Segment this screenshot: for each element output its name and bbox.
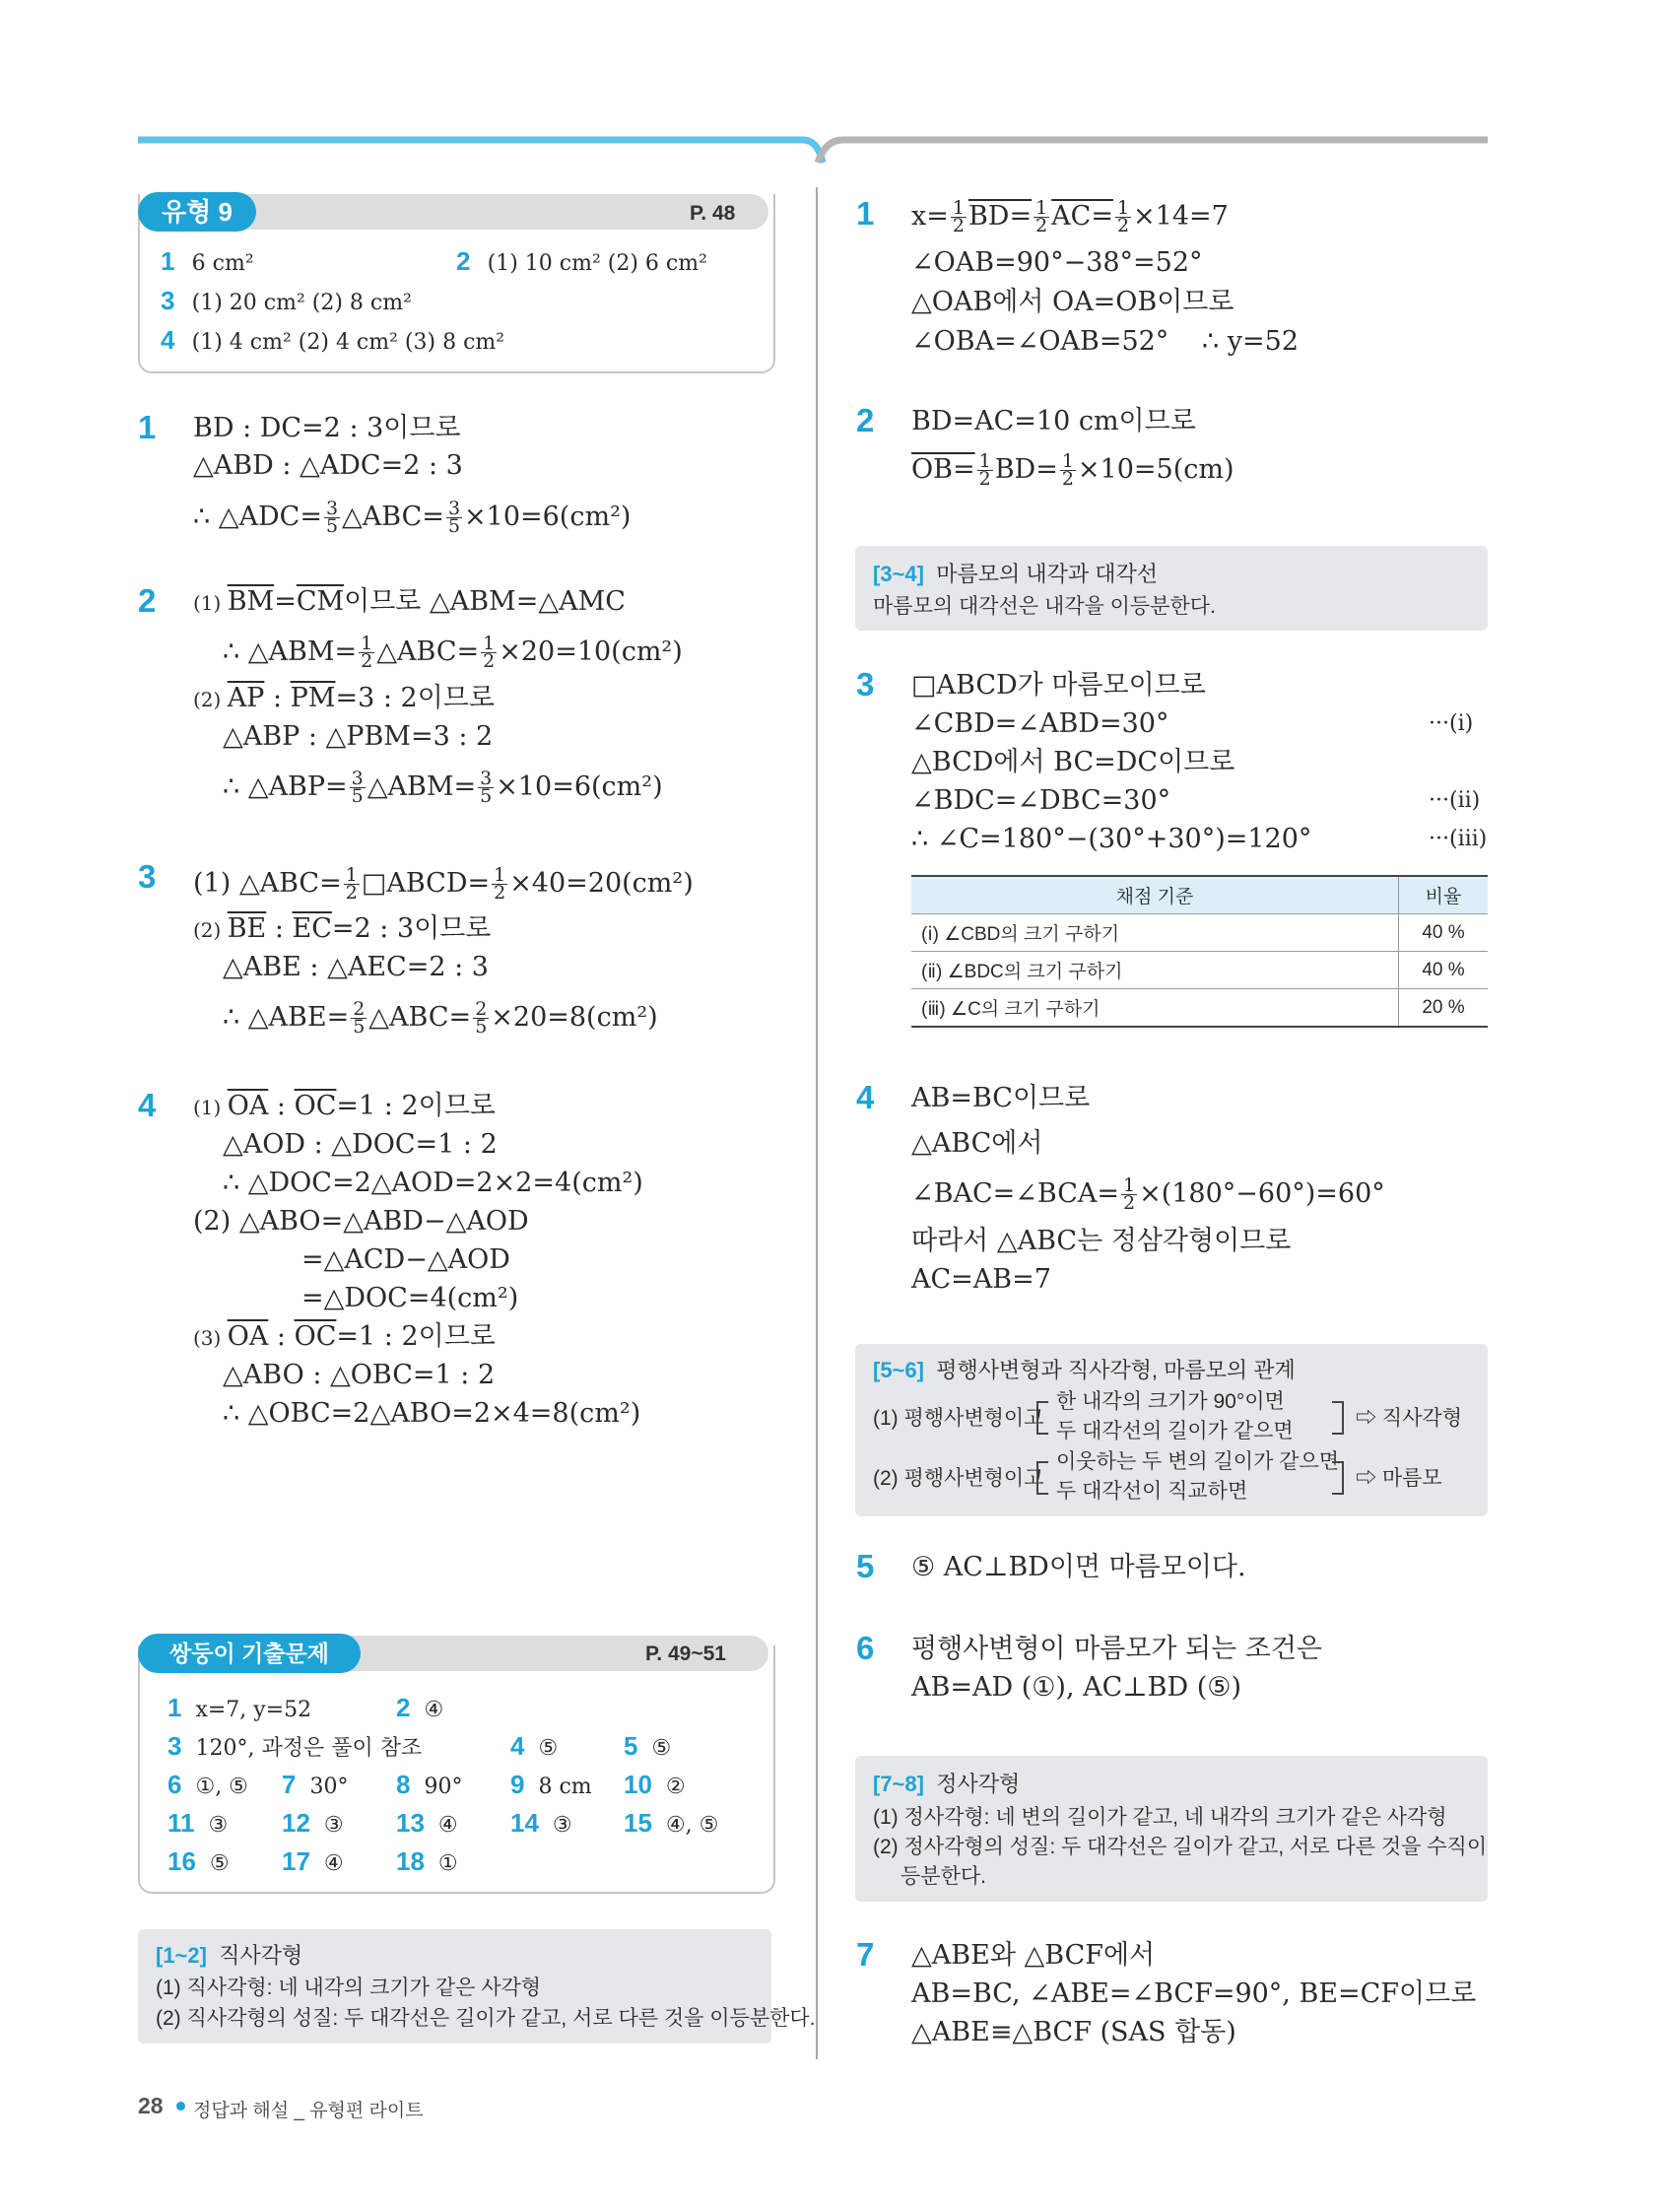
twin-answer: 3 120°, 과정은 풀이 참조	[167, 1731, 423, 1761]
solution-line: △ABE와 △BCF에서	[911, 1940, 1156, 1971]
problem-number: 4	[138, 1087, 157, 1123]
answer-number: 3	[161, 286, 175, 315]
twin-answer: 7 30°	[282, 1770, 349, 1799]
answer-value: (1) 4 cm² (2) 4 cm² (3) 8 cm²	[191, 330, 505, 355]
solution-line: △ABP : △PBM=3 : 2	[223, 721, 494, 752]
solution-line: ∠BDC=∠DBC=30°	[911, 785, 1171, 816]
bracket	[1332, 1401, 1344, 1435]
answer-value: (1) 20 cm² (2) 8 cm²	[191, 291, 412, 315]
twin-answer: 9 8 cm	[510, 1770, 592, 1799]
answer-value: (1) 10 cm² (2) 6 cm²	[487, 251, 707, 276]
table-row: (ⅱ) ∠BDC의 크기 구하기 40 %	[911, 952, 1488, 989]
solution-line: AB=BC이므로	[911, 1083, 1091, 1113]
problem-number: 3	[138, 858, 157, 895]
twin-answer: 2 ④	[396, 1693, 444, 1722]
solution-line: ∴ △ABM= $\frac{1}{2}$ △ABC= $\frac{1}{2}$ ×20=10(cm²)	[223, 633, 683, 672]
solution-line: AB=AD (①), AC⊥BD (⑤)	[911, 1672, 1242, 1703]
concept-text: 이웃하는 두 변의 길이가 같으면	[1056, 1450, 1340, 1473]
solution-line: (3) $\overline{OA}$ : $\overline{OC}=1$ : 2이므로	[193, 1321, 496, 1352]
twin-answer: 1 x=7, y=52	[167, 1693, 312, 1722]
problem-number: 1	[856, 195, 875, 232]
solution-line: ∴ △ABE= $\frac{2}{5}$ △ABC= $\frac{2}{5}$ ×20=8(cm²)	[223, 998, 658, 1038]
solution-line: ∠CBD=∠ABD=30°	[911, 708, 1169, 739]
bracket	[1036, 1401, 1048, 1435]
solution-line: ⑤ AC⊥BD이면 마름모이다.	[911, 1552, 1246, 1582]
grading-header: 비율	[1399, 876, 1489, 914]
solution-line: ∠OBA=∠OAB=52°	[911, 326, 1169, 357]
solution-line: x= $\frac{1}{2}$ BD= $\frac{1}{2}$ AC= $\frac{1}{2}$ ×14=7	[911, 197, 1229, 236]
solution-line: ∠OAB=90°−38°=52°	[911, 247, 1203, 278]
twin-answer: 12 ③	[282, 1808, 344, 1838]
twin-answer: 16 ⑤	[167, 1846, 230, 1876]
concept-title: [1~2] 직사각형	[156, 1943, 303, 1968]
twin-answer: 11 ③	[167, 1808, 229, 1838]
problem-number: 1	[138, 409, 157, 445]
problem-number: 6	[856, 1630, 875, 1666]
solution-line: AB=BC, ∠ABE=∠BCF=90°, BE=CF이므로	[911, 1978, 1477, 2009]
twin-title: 쌍둥이 기출문제	[138, 1634, 361, 1673]
concept-text: (1) 직사각형: 네 내각의 크기가 같은 사각형	[156, 1977, 542, 1999]
solution-line: (2) △ABO=△ABD−△AOD	[193, 1206, 529, 1237]
step-marker: ···(ⅱ)	[1429, 788, 1481, 813]
problem-number: 2	[138, 582, 157, 619]
solution-line: ∴ △ABP= $\frac{3}{5}$ △ABM= $\frac{3}{5}$ ×10=6(cm²)	[223, 768, 663, 807]
header-decoration	[0, 0, 1668, 177]
twin-answer: 5 ⑤	[624, 1731, 672, 1761]
concept-text: (1) 평행사변형이고	[873, 1407, 1044, 1430]
bracket	[1332, 1461, 1344, 1495]
section-label: 유형 9	[138, 192, 256, 232]
solution-line: △ABE≡△BCF (SAS 합동)	[911, 2017, 1236, 2047]
problem-number: 3	[856, 666, 875, 703]
concept-result: ⇨ 직사각형	[1356, 1407, 1462, 1430]
solution-line: ∠BAC=∠BCA= $\frac{1}{2}$ ×(180°−60°)=60°	[911, 1174, 1385, 1214]
solution-line: BD=AC=10 cm이므로	[911, 406, 1196, 436]
concept-text: (2) 정사각형의 성질: 두 대각선은 길이가 같고, 서로 다른 것을 수직이	[873, 1836, 1488, 1858]
twin-answer: 13 ④	[396, 1808, 458, 1838]
solution-line: (2) $\overline{BE}$ : $\overline{EC}=2$ : 3이므로	[193, 913, 492, 944]
concept-text: (1) 정사각형: 네 변의 길이가 같고, 네 내각의 크기가 같은 사각형	[873, 1806, 1447, 1829]
concept-title: [3~4] 마름모의 내각과 대각선	[873, 562, 1158, 586]
concept-title: [7~8] 정사각형	[873, 1772, 1021, 1796]
twin-page-ref: P. 49~51	[645, 1642, 726, 1665]
solution-line: ∴ y=52	[1202, 326, 1299, 357]
solution-line: △OAB에서 OA=OB이므로	[911, 287, 1234, 317]
bullet-dot	[176, 2102, 185, 2111]
solution-line: OB= $\frac{1}{2}$ BD= $\frac{1}{2}$ ×10=5(cm)	[911, 450, 1234, 490]
solution-line: BD : DC=2 : 3이므로	[193, 413, 461, 443]
page-number: 28	[138, 2093, 164, 2118]
solution-line: (1) △ABC= $\frac{1}{2}$ □ABCD= $\frac{1}{2}$ ×40=20(cm²)	[193, 864, 694, 904]
solution-line: ∴ △OBC=2△ABO=2×4=8(cm²)	[223, 1398, 641, 1429]
answer-value: 6 cm²	[191, 251, 254, 276]
solution-line: ∴ △ADC= $\frac{3}{5}$ △ABC= $\frac{3}{5}$ ×10=6(cm²)	[193, 498, 632, 537]
solution-line: =△ACD−△AOD	[301, 1244, 510, 1275]
problem-number: 5	[856, 1548, 875, 1584]
table-row: (ⅰ) ∠CBD의 크기 구하기 40 %	[911, 914, 1488, 952]
problem-number: 7	[856, 1936, 875, 1973]
twin-answer: 8 90°	[396, 1770, 463, 1799]
answer-number: 4	[161, 325, 175, 355]
solution-line: =△DOC=4(cm²)	[301, 1283, 519, 1313]
solution-line: AC=AB=7	[911, 1264, 1051, 1295]
twin-answer: 17 ④	[282, 1846, 344, 1876]
solution-line: △BCD에서 BC=DC이므로	[911, 747, 1235, 777]
concept-text: (2) 직사각형의 성질: 두 대각선은 길이가 같고, 서로 다른 것을 이등분한다.	[156, 2007, 816, 2030]
page-ref: P. 48	[690, 202, 736, 225]
concept-result: ⇨ 마름모	[1356, 1467, 1442, 1490]
solution-line: ∴ ∠C=180°−(30°+30°)=120°	[911, 824, 1312, 854]
grading-table	[911, 875, 1488, 1028]
twin-answer: 10 ②	[624, 1770, 686, 1799]
step-marker: ···(ⅲ)	[1429, 827, 1488, 851]
solution-line: (2) $\overline{AP}$ : $\overline{PM}=3$ : 2이므로	[193, 683, 495, 713]
solution-line: ∴ △DOC=2△AOD=2×2=4(cm²)	[223, 1168, 643, 1198]
solution-line: △ABD : △ADC=2 : 3	[193, 450, 463, 481]
table-row: (ⅲ) ∠C의 크기 구하기 20 %	[911, 989, 1488, 1028]
answer-number: 1	[161, 246, 175, 276]
solution-line: △AOD : △DOC=1 : 2	[223, 1129, 498, 1160]
grading-header: 채점 기준	[911, 876, 1399, 914]
twin-answer: 6 ①, ⑤	[167, 1770, 248, 1799]
twin-answer: 15 ④, ⑤	[624, 1808, 719, 1838]
concept-text: (2) 평행사변형이고	[873, 1467, 1044, 1490]
twin-answer: 14 ③	[510, 1808, 572, 1838]
concept-text: 한 내각의 크기가 90°이면	[1056, 1390, 1285, 1413]
solution-line: △ABE : △AEC=2 : 3	[223, 952, 489, 982]
answer-number: 2	[456, 246, 471, 276]
concept-text: 마름모의 대각선은 내각을 이등분한다.	[873, 595, 1216, 618]
solution-line: △ABC에서	[911, 1128, 1043, 1159]
solution-line: 따라서 △ABC는 정삼각형이므로	[911, 1226, 1292, 1256]
problem-number: 2	[856, 402, 875, 438]
concept-title: [5~6] 평행사변형과 직사각형, 마름모의 관계	[873, 1358, 1296, 1382]
concept-text: 두 대각선이 직교하면	[1056, 1480, 1248, 1503]
twin-answer: 18 ①	[396, 1846, 458, 1876]
footer-text: 정답과 해설 _ 유형편 라이트	[193, 2101, 424, 2121]
twin-answer: 4 ⑤	[510, 1731, 559, 1761]
column-divider	[816, 187, 818, 2059]
concept-text: 두 대각선의 길이가 같으면	[1056, 1420, 1294, 1442]
solution-line: 평행사변형이 마름모가 되는 조건은	[911, 1634, 1322, 1664]
solution-line: △ABO : △OBC=1 : 2	[223, 1360, 496, 1390]
solution-line: □ABCD가 마름모이므로	[911, 670, 1206, 701]
solution-line: (1) $\overline{BM}=\overline{CM}$이므로 △ABM=△AMC	[193, 586, 626, 617]
step-marker: ···(ⅰ)	[1429, 711, 1474, 736]
problem-number: 4	[856, 1079, 875, 1115]
concept-text: 등분한다.	[901, 1865, 986, 1888]
bracket	[1036, 1461, 1048, 1495]
solution-line: (1) $\overline{OA}$ : $\overline{OC}=1$ : 2이므로	[193, 1091, 496, 1121]
